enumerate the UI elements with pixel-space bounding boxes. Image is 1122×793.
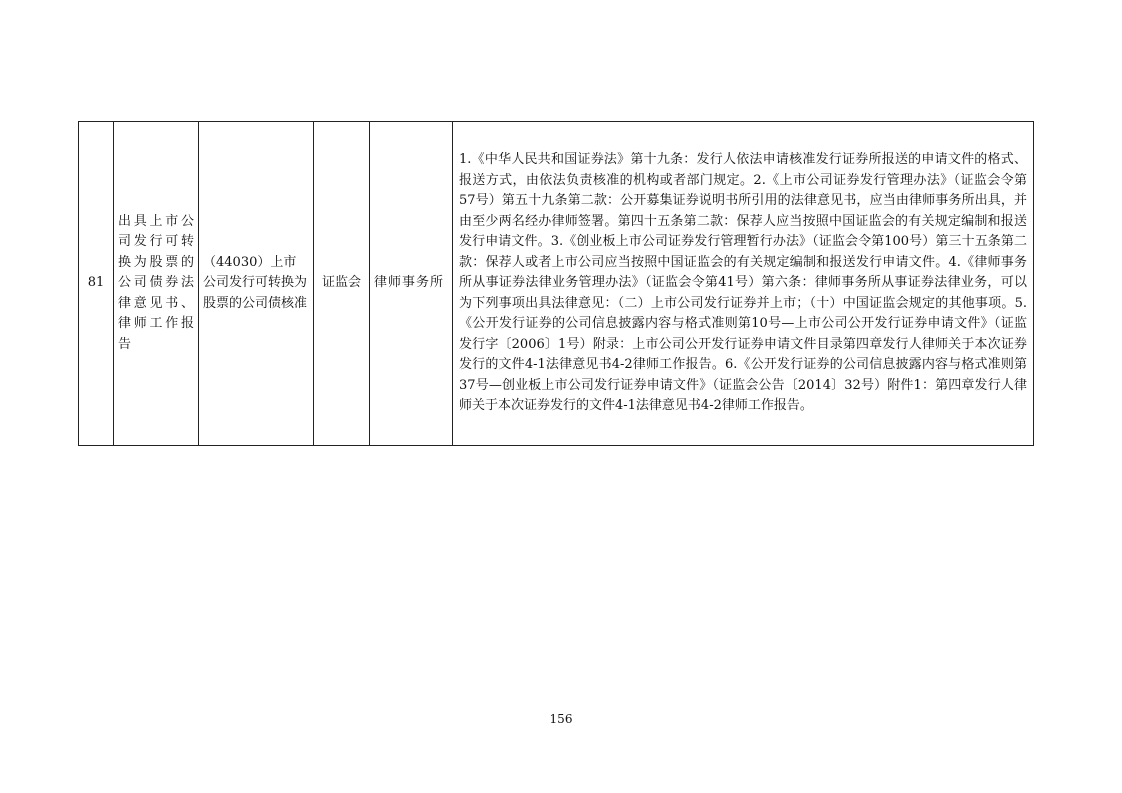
row-number-cell: 81	[79, 122, 114, 446]
approval-item-cell: （44030）上市公司发行可转换为股票的公司债核准	[199, 122, 314, 446]
document-name-cell: 出具上市公司发行可转换为股票的公司债券法律意见书、律师工作报告	[114, 122, 199, 446]
department-cell: 证监会	[314, 122, 370, 446]
page-number: 156	[549, 712, 573, 726]
document-table	[78, 121, 1034, 446]
subject-cell: 律师事务所	[370, 122, 453, 446]
legal-basis-cell: 1.《中华人民共和国证券法》第十九条：发行人依法申请核准发行证券所报送的申请文件的格式、报送方式，由依法负责核准的机构或者部门规定。2.《上市公司证券发行管理办法》（证监会令第57号）第五十九条第二款：公开募集证券说明书所引用的法律意见书，应当由律师事务所出具，并由至少两名经办律师签署。第四十五条第二款：保荐人应当按照中国证监会的有关规定编制和报送发行申请文件。3.《创业板上市公司证券发行管理暂行办法》（证监会令第100号）第三十五条第二款：保荐人或者上市公司应当按照中国证监会的有关规定编制和报送发行申请文件。4.《律师事务所从事证券法律业务管理办法》（证监会令第41号）第六条：律师事务所从事证券法律业务，可以为下列事项出具法律意见：（二）上市公司发行证券并上市；（十）中国证监会规定的其他事项。5.《公开发行证券的公司信息披露内容与格式准则第10号—上市公司公开发行证券申请文件》（证监发行字〔2006〕1号）附录：上市公司公开发行证券申请文件目录第四章发行人律师关于本次证券发行的文件4-1法律意见书4-2律师工作报告。6.《公开发行证券的公司信息披露内容与格式准则第37号—创业板上市公司发行证券申请文件》（证监会公告〔2014〕32号）附件1：第四章发行人律师关于本次证券发行的文件4-1法律意见书4-2律师工作报告。	[453, 122, 1034, 446]
table-row	[79, 122, 1034, 446]
